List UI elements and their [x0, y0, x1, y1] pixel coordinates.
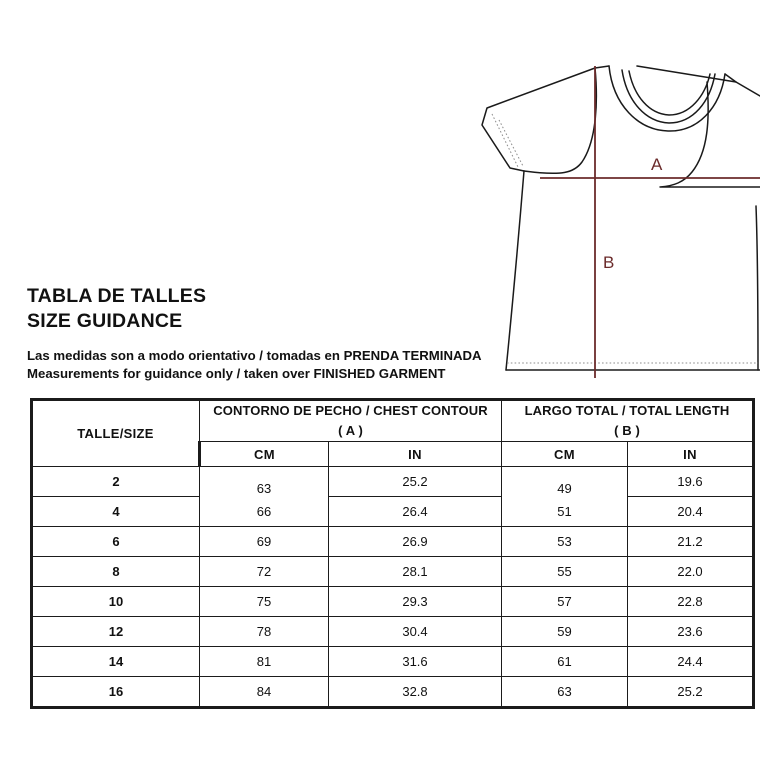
cell-length-in: 22.8: [628, 587, 754, 617]
right-shoulder-outline: [637, 66, 760, 96]
cell-chest-in: 26.9: [329, 527, 502, 557]
cell-size: 10: [32, 587, 200, 617]
heading-block: [27, 284, 547, 383]
cell-size: 16: [32, 677, 200, 708]
cell-chest-in: 25.2: [329, 467, 502, 497]
table-row: [32, 647, 754, 677]
cell-length-in: 19.6: [628, 467, 754, 497]
cell-size: 8: [32, 557, 200, 587]
size-table-body: [32, 467, 754, 708]
cell-length-in: 23.6: [628, 617, 754, 647]
cell-chest-in: 31.6: [329, 647, 502, 677]
subtitle-block: [27, 347, 547, 383]
subtitle-es: Las medidas son a modo orientativo / tomadas en PRENDA TERMINADA: [27, 348, 482, 363]
left-shoulder-line: [595, 66, 609, 68]
cell-chest-in: 29.3: [329, 587, 502, 617]
left-sleeve-hem-stitch-2: [499, 120, 523, 166]
table-row: [32, 497, 754, 527]
cell-length-in: 25.2: [628, 677, 754, 708]
header-unit-length-cm: CM: [502, 442, 628, 467]
header-group-chest-sub: ( A ): [338, 423, 363, 438]
cell-length-in: 22.0: [628, 557, 754, 587]
cell-length-in: 21.2: [628, 527, 754, 557]
header-group-length-sub: ( B ): [614, 423, 640, 438]
cell-size: 2: [32, 467, 200, 497]
header-unit-chest-in: IN: [329, 442, 502, 467]
page-title-es: TABLA DE TALLES: [27, 285, 207, 307]
cell-chest-cm: 72: [200, 557, 329, 587]
cell-chest-cm: 69: [200, 527, 329, 557]
measurement-label-a: A: [651, 155, 663, 174]
cell-length-cm: 51: [502, 497, 628, 527]
table-header-row-groups: [32, 400, 754, 442]
right-side-seam: [756, 206, 758, 370]
cell-length-cm: 61: [502, 647, 628, 677]
right-armhole-outline: [660, 82, 760, 187]
cell-length-cm: 55: [502, 557, 628, 587]
cell-length-cm: 57: [502, 587, 628, 617]
table-row: [32, 467, 754, 497]
cell-length-cm: 49: [502, 474, 628, 504]
cell-chest-cm: 66: [200, 497, 329, 527]
header-unit-length-in: IN: [628, 442, 754, 467]
table-row: [32, 677, 754, 708]
size-table: [30, 398, 755, 709]
cell-length-cm: 53: [502, 527, 628, 557]
left-armhole-outline: [524, 68, 596, 173]
header-group-length: [502, 400, 754, 442]
table-row: [32, 527, 754, 557]
cell-chest-cm: 84: [200, 677, 329, 708]
page-title-en: SIZE GUIDANCE: [27, 310, 183, 332]
table-row: [32, 617, 754, 647]
header-group-length-title: LARGO TOTAL / TOTAL LENGTH: [524, 403, 730, 418]
table-row: [32, 587, 754, 617]
left-sleeve-outline: [482, 68, 595, 171]
cell-length-in: 24.4: [628, 647, 754, 677]
cell-length-cm: 63: [502, 677, 628, 708]
header-size: TALLE/SIZE: [32, 400, 200, 467]
cell-chest-cm: 78: [200, 617, 329, 647]
cell-length-cm: 59: [502, 617, 628, 647]
cell-size: 6: [32, 527, 200, 557]
measurement-label-b: B: [603, 253, 615, 272]
header-group-chest-title: CONTORNO DE PECHO / CHEST CONTOUR: [213, 403, 488, 418]
cell-chest-in: 30.4: [329, 617, 502, 647]
cell-chest-cm: 81: [200, 647, 329, 677]
cell-chest-in: 26.4: [329, 497, 502, 527]
header-unit-chest-cm: CM: [200, 442, 329, 467]
cell-chest-cm: 63: [200, 474, 329, 504]
cell-size: 12: [32, 617, 200, 647]
cell-chest-cm: 75: [200, 587, 329, 617]
subtitle-en: Measurements for guidance only / taken over FINISHED GARMENT: [27, 366, 446, 381]
collar-band-line: [629, 71, 710, 115]
cell-chest-in: 28.1: [329, 557, 502, 587]
cell-size: 14: [32, 647, 200, 677]
cell-size: 4: [32, 497, 200, 527]
header-group-chest: [200, 400, 502, 442]
cell-length-in: 20.4: [628, 497, 754, 527]
cell-chest-in: 32.8: [329, 677, 502, 708]
table-row: [32, 557, 754, 587]
